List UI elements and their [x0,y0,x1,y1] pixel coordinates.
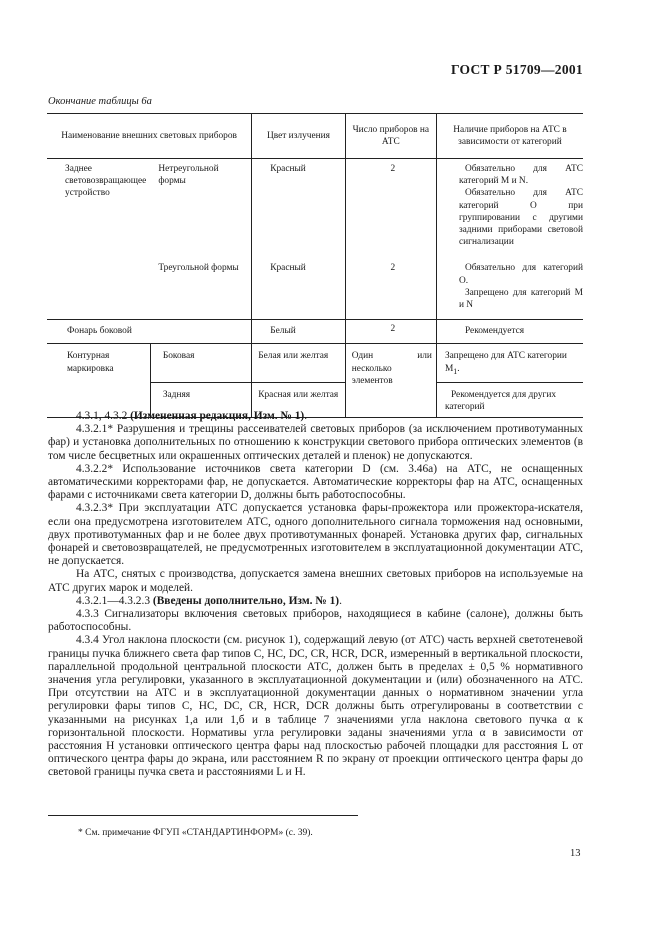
requirement-line: Запрещено для категорий М и N [458,287,583,311]
count-label: 2 [390,164,396,174]
clause-number: 4.3.1, 4.3.2 [76,410,128,422]
type-label: Боковая [162,351,195,362]
clause-number: 4.3.2.1—4.3.2.3 [76,594,151,607]
contour-marking-name [47,344,150,418]
rear-triangle-count [345,252,436,319]
contour-count [345,344,436,418]
requirement-line: Обязательно для категорий О. [458,263,583,286]
color-label: Красный [270,164,306,174]
color-label: Белая или желтая [258,351,329,362]
color-label: Белый [270,326,296,337]
type-label: Задняя [162,389,191,400]
color-label: Красная или желтая [258,389,339,400]
punctuation: . [339,594,342,607]
requirement-suffix: . [457,363,460,374]
side-lamp-label: Фонарь боковой [67,326,132,337]
punctuation: . [304,410,308,422]
side-lamp-color [252,320,346,344]
count-label: Один или несколько элементов [351,351,432,386]
contour-side-color [252,344,346,382]
col-header-count: Число приборов на АТС [345,114,436,159]
amendment-note: (Измененная редакция, Изм. № 1) [130,410,305,422]
col-header-requirement: Наличие приборов на АТС в зависимости от категорий [436,114,583,159]
type-label: Нетреугольной формы [158,164,219,187]
contour-side-type [150,344,251,382]
paragraph [48,595,583,608]
rear-reflector-name [47,159,150,320]
amendment-note: (Введены дополнительно, Изм. № 1) [152,594,340,607]
col-header-color: Цвет излучения [252,114,346,159]
table-row [47,159,583,253]
requirement-line: Обязательно для АТС категорий О при группировании с другими задними приборами световой сигнализации [458,188,583,248]
paragraph [48,410,583,423]
requirement-subscript: 1 [453,366,458,376]
count-label: 2 [390,324,396,335]
contour-marking-label: Контурная маркировка [67,351,114,374]
table-row [47,344,583,382]
rear-triangle-req [436,252,583,319]
side-lamp-req [436,320,583,344]
rear-reflector-label: Заднее световозвращающее устройство [65,164,147,199]
type-label: Треугольной формы [158,263,239,274]
rear-triangle-type [150,252,251,319]
color-label: Красный [270,263,306,274]
table-row [47,320,583,344]
contour-side-req [436,344,583,382]
page-number: 13 [570,848,581,859]
requirement-line: Запрещено для АТС категории М [444,351,567,374]
col-header-name: Наименование внешних световых приборов [47,114,252,159]
requirement-line: Обязательно для АТС категорий М и N. [458,164,583,187]
requirement-line: Рекомендуется [464,326,525,337]
paragraph: 4.3.2.1* Разрушения и трещины рассеивателей световых приборов (за исключением противотуманных фар) и установка дополнительных по отношению к конструкции светового прибора оптических элементов (в том числе бесцветных или окрашенных оптических деталей и пленок) не допускаются. [48,423,583,462]
body-text [48,410,583,780]
document-header: ГОСТ Р 51709—2001 [450,62,583,77]
rear-nontriangle-type [150,159,251,253]
footnote-divider [48,815,358,816]
side-lamp-count [345,320,436,344]
count-label: 2 [390,263,396,274]
rear-nontriangle-color [252,159,346,253]
table-caption: Окончание таблицы 6а [48,96,152,107]
rear-triangle-color [252,252,346,319]
paragraph: 4.3.3 Сигнализаторы включения световых приборов, находящиеся в кабине (салоне), должны быть работоспособны. [48,608,583,634]
paragraph: 4.3.2.3* При эксплуатации АТС допускается установка фары-прожектора или прожектора-искателя, если она предусмотрена изготовителем АТС, одного дополнительного сигнала торможения над основными, двух противотуманных фар и не более двух противотуманных фонарей. Установка других фар, сигнальных фонарей и световозвращателей, не предусмотренных изготовителем в эксплуатационной документации АТС, не допускается. [48,502,583,568]
paragraph: 4.3.4 Угол наклона плоскости (см. рисунок 1), содержащий левую (от АТС) часть верхней светотеневой границы пучка ближнего света фар типов С, НС, DC, CR, HCR, DCR, измеренный в вертикальной плоскости, параллельной продольной центральной плоскости АТС, должен быть в пределах ± 0,5 % нормативного значения угла регулировки, указанного в эксплуатационной документации и (или) обозначенного на АТС. При отсутствии на АТС и в эксплуатационной документации данных о нормативном значении угла регулировки фары типов С, НС, DC, CR, HCR, DCR должны быть отрегулированы в соответствии с указанными на рисунках 1,а или 1,б и в таблице 7 значениями угла наклона светового пучка α к горизонтальной плоскости. Нормативы угла регулировки заданы значениями угла α в зависимости от расстояния H установки оптического центра фары над плоскостью рабочей площадки для расстояния L от оптического центра фары до экрана, или расстоянием R по экрану от проекции оптического центра фары до световой границы пучка света и расстояниями L и H. [48,634,583,779]
lighting-table [47,113,583,418]
footnote: * См. примечание ФГУП «СТАНДАРТИНФОРМ» (с. 39). [78,828,313,838]
rear-nontriangle-req [436,159,583,253]
paragraph: На АТС, снятых с производства, допускается замена внешних световых приборов на используемые на АТС других марок и моделей. [48,568,583,594]
rear-nontriangle-count [345,159,436,253]
paragraph: 4.3.2.2* Использование источников света категории D (см. 3.46а) на АТС, не оснащенных автоматическими корректорами фар, не допускается. Автоматические корректоры фар на АТС, оснащенных фарами с источниками света категории D, должны быть работоспособны. [48,462,583,502]
side-lamp-name [47,320,252,344]
requirement-line: Рекомендуется для других категорий [444,389,557,412]
table-header-row [47,114,583,159]
